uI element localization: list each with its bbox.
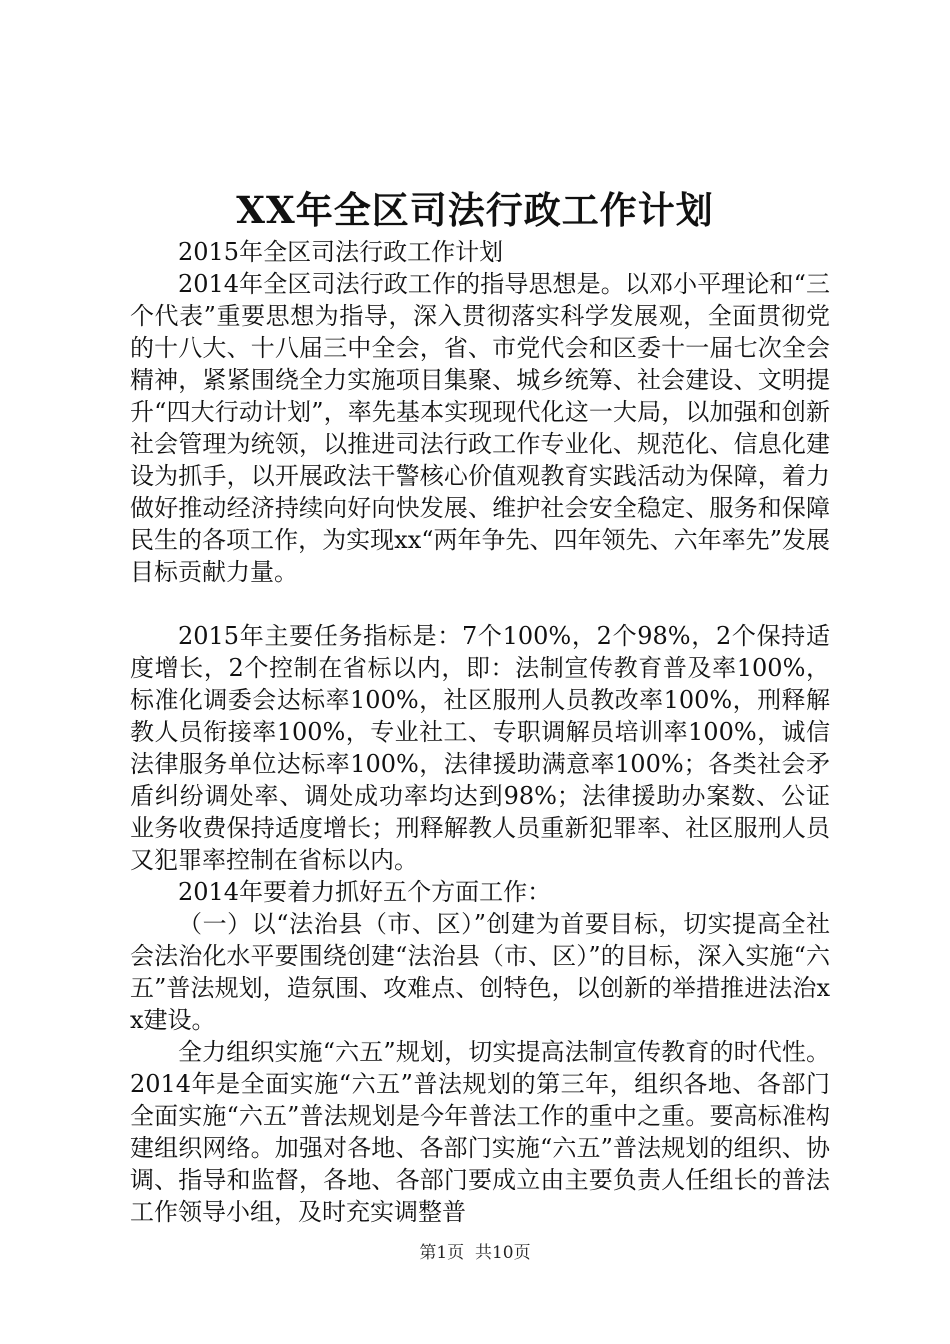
section-one-paragraph: （一）以“法治县（市、区）”创建为首要目标，切实提高全社会法治化水平要围绕创建“法治县（市、区）”的目标，深入实施“六五”普法规划，造氛围、攻难点、创特色，以创新的举措推进法治xx建设。 [130, 910, 830, 1034]
six-five-plan-paragraph: 全力组织实施“六五”规划，切实提高法制宣传教育的时代性。2014年是全面实施“六五”普法规划的第三年，组织各地、各部门全面实施“六五”普法规划是今年普法工作的重中之重。要高标准构建组织网络。加强对各地、各部门实施“六五”普法规划的组织、协调、指导和监督，各地、各部门要成立由主要负责人任组长的普法工作领导小组，及时充实调整普 [130, 1038, 830, 1226]
document-body [130, 236, 830, 1228]
page-number: 第1页 共10页 [419, 1243, 531, 1263]
page-footer [0, 1241, 950, 1265]
subtitle-paragraph: 2015年全区司法行政工作计划 [178, 238, 504, 266]
main-tasks-paragraph: 2015年主要任务指标是：7个100%，2个98%，2个保持适度增长，2个控制在省标以内，即：法制宣传教育普及率100%，标准化调委会达标率100%，社区服刑人员教改率100%，刑释解教人员衔接率100%，专业社工、专职调解员培训率100%，诚信法律服务单位达标率100%，法律援助满意率100%；各类社会矛盾纠纷调处率、调处成功率均达到98%；法律援助办案数、公证业务收费保持适度增长；刑释解教人员重新犯罪率、社区服刑人员又犯罪率控制在省标以内。 [130, 622, 830, 874]
five-aspects-paragraph: 2014年要着力抓好五个方面工作： [178, 878, 552, 906]
document-title: XX年全区司法行政工作计划 [236, 188, 714, 232]
guiding-ideology-paragraph: 2014年全区司法行政工作的指导思想是。以邓小平理论和“三个代表”重要思想为指导，深入贯彻落实科学发展观，全面贯彻党的十八大、十八届三中全会，省、市党代会和区委十一届七次全会精神，紧紧围绕全力实施项目集聚、城乡统筹、社会建设、文明提升“四大行动计划”，率先基本实现现代化这一大局，以加强和创新社会管理为统领，以推进司法行政工作专业化、规范化、信息化建设为抓手，以开展政法干警核心价值观教育实践活动为保障，着力做好推动经济持续向好向快发展、维护社会安全稳定、服务和保障民生的各项工作，为实现xx“两年争先、四年领先、六年率先”发展目标贡献力量。 [130, 270, 830, 586]
